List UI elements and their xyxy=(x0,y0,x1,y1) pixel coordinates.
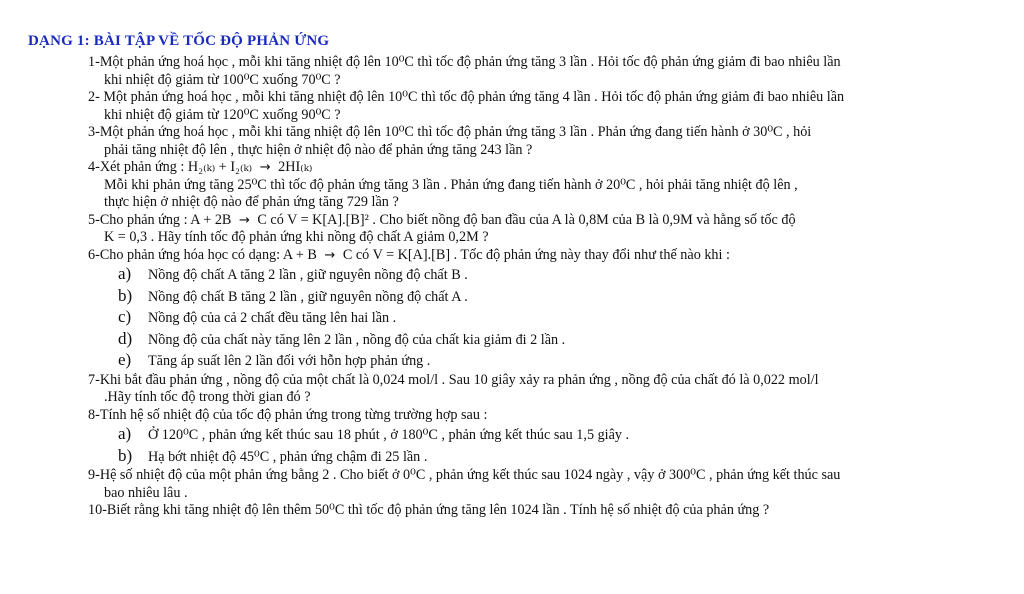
question-4-prefix: 4-Xét phản ứng : xyxy=(88,159,185,175)
question-8-option-b xyxy=(28,446,1010,468)
question-4-line-3: thực hiện ở nhiệt độ nào để phản ứng tăng 729 lần ? xyxy=(104,194,399,210)
question-6-prefix: 6-Cho phản ứng hóa học có dạng: A + B xyxy=(88,246,317,263)
option-label: a) xyxy=(118,424,132,443)
option-label: b) xyxy=(118,445,133,465)
question-7 xyxy=(28,372,1010,407)
question-2-line-1: 2- Một phản ứng hoá học , mỗi khi tăng nhiệt độ lên 10⁰C thì tốc độ phản ứng tăng 4 lần . Hỏi tốc độ phản ứng giảm đi bao nhiêu lần xyxy=(88,89,845,105)
question-5-line-2: K = 0,3 . Hãy tính tốc độ phản ứng khi nồng độ chất A giảm 0,2M ? xyxy=(104,229,489,245)
option-label: d) xyxy=(118,328,133,348)
question-3 xyxy=(28,124,1010,159)
question-9-line-2: bao nhiêu lâu . xyxy=(104,484,188,501)
question-5 xyxy=(28,212,1010,247)
question-10-line-1: 10-Biết rằng khi tăng nhiệt độ lên thêm 50⁰C thì tốc độ phản ứng tăng lên 1024 lần . Tính hệ số nhiệt độ của phản ứng ? xyxy=(88,502,770,518)
question-4-line-1 xyxy=(28,159,1010,177)
question-4-reactants: H₂₍ₖ₎ + I₂₍ₖ₎ xyxy=(187,159,253,175)
question-8-option-a xyxy=(28,424,1010,446)
question-5-rest: C có V = K[A].[B]² . Cho biết nồng độ ban đầu của A là 0,8M của B là 0,9M và hằng số tốc độ xyxy=(257,211,796,228)
option-text: Nồng độ chất B tăng 2 lần , giữ nguyên nồng độ chất A . xyxy=(148,288,468,305)
option-text: Ở 120⁰C , phản ứng kết thúc sau 18 phút , ở 180⁰C , phản ứng kết thúc sau 1,5 giây . xyxy=(148,427,630,443)
option-text: Nồng độ của chất này tăng lên 2 lần , nồng độ của chất kia giảm đi 2 lần . xyxy=(148,331,566,348)
reaction-arrow-icon: → xyxy=(259,160,271,175)
question-1-line-1: 1-Một phản ứng hoá học , mỗi khi tăng nhiệt độ lên 10⁰C thì tốc độ phản ứng tăng 3 lần . Hỏi tốc độ phản ứng giảm đi bao nhiêu lần xyxy=(88,54,841,70)
question-8 xyxy=(28,407,1010,468)
question-6-rest: C có V = K[A].[B] . Tốc độ phản ứng này thay đổi như thế nào khi : xyxy=(342,246,730,263)
question-5-prefix: 5-Cho phản ứng : A + 2B xyxy=(88,211,232,228)
reaction-arrow-icon: → xyxy=(324,247,336,263)
question-6-option-d xyxy=(28,329,1010,351)
option-text: Tăng áp suất lên 2 lần đối với hỗn hợp phản ứng . xyxy=(148,353,431,369)
option-text: Hạ bớt nhiệt độ 45⁰C , phản ứng chậm đi 25 lần . xyxy=(148,448,428,465)
option-text: Nồng độ của cả 2 chất đều tăng lên hai lần . xyxy=(148,310,397,326)
question-2 xyxy=(28,89,1010,124)
option-label: c) xyxy=(118,307,132,326)
option-label: a) xyxy=(118,264,132,283)
question-6-option-b xyxy=(28,286,1010,308)
option-label: e) xyxy=(118,350,132,369)
question-9 xyxy=(28,467,1010,502)
reaction-arrow-icon: → xyxy=(238,212,250,228)
section-heading: DẠNG 1: BÀI TẬP VỀ TỐC ĐỘ PHẢN ỨNG xyxy=(28,33,330,49)
question-8-line-1: 8-Tính hệ số nhiệt độ của tốc độ phản ứng trong từng trường hợp sau : xyxy=(88,406,488,423)
question-1-line-2: khi nhiệt độ giảm từ 100⁰C xuống 70⁰C ? xyxy=(104,71,341,88)
question-10 xyxy=(28,502,1010,520)
question-6-option-a xyxy=(28,264,1010,286)
question-3-line-1: 3-Một phản ứng hoá học , mỗi khi tăng nhiệt độ lên 10⁰C thì tốc độ phản ứng tăng 3 lần . Phản ứng đang tiến hành ở 30⁰C , hỏi xyxy=(88,124,812,140)
question-3-line-2: phải tăng nhiệt độ lên , thực hiện ở nhiệt độ nào để phản ứng tăng 243 lần ? xyxy=(104,141,533,158)
question-7-line-2: .Hãy tính tốc độ trong thời gian đó ? xyxy=(104,389,311,405)
question-9-line-1: 9-Hệ số nhiệt độ của một phản ứng bằng 2 . Cho biết ở 0⁰C , phản ứng kết thúc sau 1024 ngày , vậy ở 300⁰C , phản ứng kết thúc sau xyxy=(88,467,841,483)
question-6-line-1 xyxy=(28,247,1010,265)
option-text: Nồng độ chất A tăng 2 lần , giữ nguyên nồng độ chất B . xyxy=(148,267,468,283)
question-2-line-2: khi nhiệt độ giảm từ 120⁰C xuống 90⁰C ? xyxy=(104,106,341,123)
question-7-line-1: 7-Khi bắt đầu phản ứng , nồng độ của một chất là 0,024 mol/l . Sau 10 giây xảy ra phản ứng , nồng độ của chất đó là 0,022 mol/l xyxy=(88,371,819,388)
question-4-line-2: Mỗi khi phản ứng tăng 25⁰C thì tốc độ phản ứng tăng 3 lần . Phản ứng đang tiến hành ở 20⁰C , hỏi phải tăng nhiệt độ lên , xyxy=(104,176,798,193)
question-6 xyxy=(28,247,1010,372)
question-6-option-e xyxy=(28,350,1010,372)
option-label: b) xyxy=(118,285,133,305)
question-4 xyxy=(28,159,1010,212)
question-1 xyxy=(28,54,1010,89)
question-6-option-c xyxy=(28,307,1010,329)
question-5-line-1 xyxy=(28,212,1010,230)
question-4-product: 2HI₍ₖ₎ xyxy=(278,159,313,175)
